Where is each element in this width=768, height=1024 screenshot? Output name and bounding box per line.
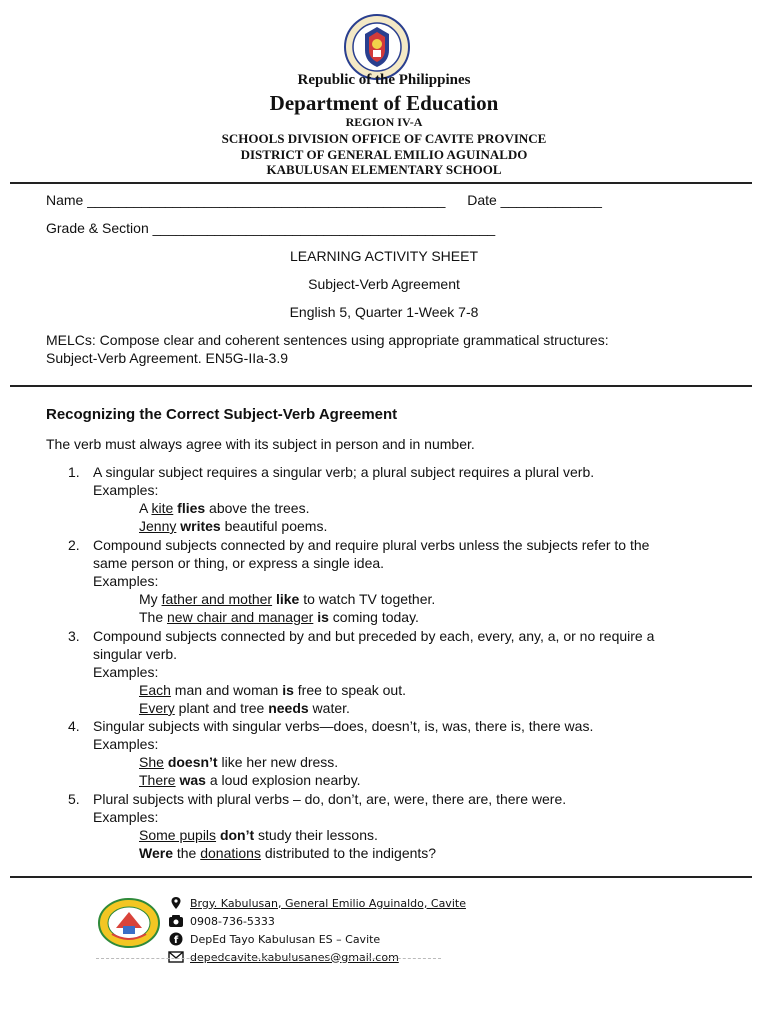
- region-text: REGION IV-A: [345, 115, 423, 129]
- example-text: study their lessons.: [254, 827, 378, 843]
- footer-email[interactable]: [168, 950, 399, 964]
- example-sentence: [139, 682, 406, 698]
- examples-label: Examples:: [93, 809, 159, 825]
- example-text: above the trees.: [205, 500, 310, 516]
- example-subject: There: [139, 772, 176, 788]
- grade-label: Grade & Section: [46, 220, 149, 236]
- course-title: English 5, Quarter 1-Week 7-8: [289, 304, 479, 320]
- lesson-intro: The verb must always agree with its subject in person and in number.: [46, 436, 475, 452]
- rule-text: Compound subjects connected by and require plural verbs unless the subjects refer to the: [93, 537, 650, 553]
- footer-facebook[interactable]: [168, 932, 380, 946]
- example-subject: Some pupils: [139, 827, 217, 843]
- rule-number: 1.: [68, 464, 80, 480]
- example-text: plant and tree: [174, 700, 269, 716]
- date-label: Date: [467, 192, 497, 208]
- example-text: the: [172, 845, 201, 861]
- example-sentence: [139, 591, 435, 607]
- example-sentence: [139, 754, 338, 770]
- rule-text: Plural subjects with plural verbs – do, don’t, are, were, there are, there were.: [93, 791, 567, 807]
- phone-icon: [168, 914, 184, 928]
- rule-number: 4.: [68, 718, 80, 734]
- examples-label: Examples:: [93, 736, 159, 752]
- example-verb: is: [317, 609, 329, 625]
- example-text: A: [139, 500, 152, 516]
- school-logo-icon: [98, 898, 160, 948]
- example-verb: needs: [268, 700, 309, 716]
- phone-text: 0908-736-5333: [190, 914, 275, 928]
- example-verb: flies: [177, 500, 206, 516]
- example-text: a loud explosion nearby.: [205, 772, 361, 788]
- examples-label: Examples:: [93, 573, 159, 589]
- example-subject: donations: [200, 845, 261, 861]
- rule-text: A singular subject requires a singular verb; a plural subject requires a plural verb.: [93, 464, 595, 480]
- example-sentence: [139, 609, 419, 625]
- topic-title: Subject-Verb Agreement: [308, 276, 460, 292]
- date-blank[interactable]: _____________: [500, 192, 602, 208]
- example-sentence: [139, 700, 350, 716]
- rule-text: Compound subjects connected by and but preceded by each, every, any, a, or no require a: [93, 628, 655, 644]
- example-verb: doesn’t: [167, 754, 218, 770]
- example-verb: writes: [180, 518, 221, 534]
- district-text: DISTRICT OF GENERAL EMILIO AGUINALDO: [240, 147, 528, 162]
- examples-label: Examples:: [93, 664, 159, 680]
- sheet-title: LEARNING ACTIVITY SHEET: [289, 248, 478, 264]
- example-subject: new chair and manager: [167, 609, 314, 625]
- svg-text:f: f: [173, 935, 179, 946]
- facebook-text[interactable]: DepEd Tayo Kabulusan ES – Cavite: [190, 932, 381, 946]
- example-sentence: [139, 845, 436, 861]
- footer-divider: [10, 876, 752, 878]
- example-subject: father and mother: [161, 591, 273, 607]
- example-verb: don’t: [219, 827, 255, 843]
- name-label: Name: [46, 192, 84, 208]
- example-text: beautiful poems.: [220, 518, 328, 534]
- example-text: to watch TV together.: [299, 591, 436, 607]
- lesson-heading: Recognizing the Correct Subject-Verb Agreement: [46, 406, 398, 423]
- example-sentence: [139, 827, 378, 843]
- examples-label: Examples:: [93, 482, 159, 498]
- facebook-icon: [168, 932, 184, 946]
- example-text: distributed to the indigents?: [260, 845, 437, 861]
- grade-blank[interactable]: ____________________________________________: [152, 220, 496, 236]
- melcs-line-1: MELCs: Compose clear and coherent sentences using appropriate grammatical structures:: [46, 332, 609, 348]
- rule-text: Singular subjects with singular verbs—does, doesn’t, is, was, there is, there was.: [93, 718, 594, 734]
- example-text: free to speak out.: [293, 682, 406, 698]
- header-divider: [10, 182, 752, 184]
- email-icon: [168, 950, 184, 964]
- example-text: like her new dress.: [217, 754, 339, 770]
- example-verb: was: [179, 772, 206, 788]
- example-text: water.: [308, 700, 350, 716]
- email-text[interactable]: depedcavite.kabulusanes@gmail.com: [190, 950, 399, 964]
- location-icon: [168, 896, 184, 910]
- example-text: man and woman: [170, 682, 283, 698]
- department-title: Department of Education: [269, 91, 499, 115]
- rule-number: 5.: [68, 791, 80, 807]
- example-subject: Jenny: [139, 518, 177, 534]
- example-text: The: [139, 609, 168, 625]
- name-blank[interactable]: ______________________________________________: [87, 192, 446, 208]
- example-sentence: [139, 772, 361, 788]
- name-field[interactable]: [46, 192, 602, 208]
- example-sentence: [139, 518, 327, 534]
- rule-text: same person or thing, or express a single idea.: [93, 555, 385, 571]
- footer-dotted-line: [96, 958, 441, 959]
- example-subject: Every: [139, 700, 175, 716]
- example-subject: She: [139, 754, 164, 770]
- section-divider: [10, 385, 752, 387]
- rule-number: 3.: [68, 628, 80, 644]
- example-verb: Were: [139, 845, 173, 861]
- example-sentence: [139, 500, 309, 516]
- example-text: coming today.: [328, 609, 419, 625]
- school-text: KABULUSAN ELEMENTARY SCHOOL: [266, 162, 502, 177]
- rule-number: 2.: [68, 537, 80, 553]
- deped-seal-icon: [344, 14, 410, 80]
- rule-text: singular verb.: [93, 646, 178, 662]
- footer-phone: [168, 914, 275, 928]
- example-subject: kite: [151, 500, 174, 516]
- melcs-line-2: Subject-Verb Agreement. EN5G-IIa-3.9: [46, 350, 289, 366]
- example-verb: like: [275, 591, 300, 607]
- division-text: SCHOOLS DIVISION OFFICE OF CAVITE PROVINCE: [221, 131, 547, 146]
- footer-address: [168, 896, 466, 910]
- example-subject: Each: [139, 682, 171, 698]
- example-verb: is: [282, 682, 294, 698]
- grade-section-field[interactable]: [46, 220, 495, 236]
- example-text: My: [139, 591, 162, 607]
- republic-text: Republic of the Philippines: [297, 72, 471, 88]
- address-text: Brgy. Kabulusan, General Emilio Aguinaldo, Cavite: [190, 896, 466, 910]
